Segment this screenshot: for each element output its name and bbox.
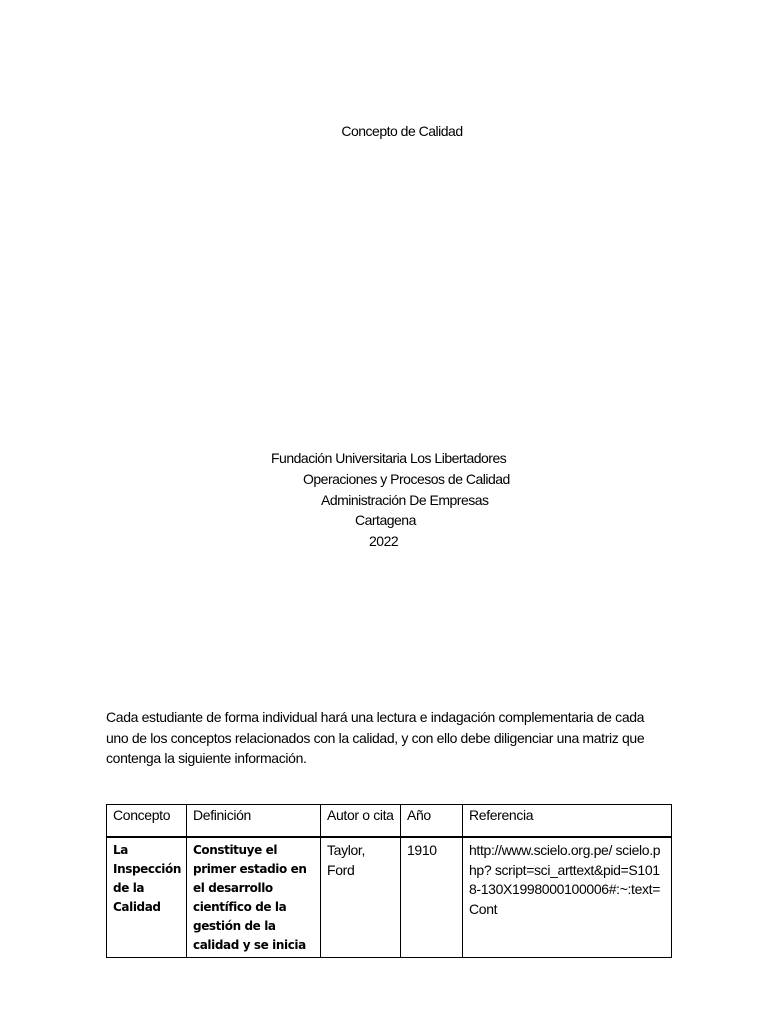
header-definicion: Definición [187, 805, 321, 838]
instructions-paragraph: Cada estudiante de forma individual hará una lectura e indagación complementaria de cada uno de los conceptos relacionados con la calidad, y con ello debe diligenciar una matriz que contenga la siguiente información. [106, 709, 645, 766]
course-name: Operaciones y Procesos de Calidad [303, 471, 510, 487]
header-autor: Autor o cita [321, 805, 401, 838]
cell-definicion: Constituye el primer estadio en el desarrollo científico de la gestión de la calidad y se inicia [187, 837, 321, 958]
header-concepto: Concepto [107, 805, 187, 838]
program-name: Administración De Empresas [321, 492, 489, 508]
cell-concepto: La Inspección de la Calidad [107, 837, 187, 958]
table-header-row [107, 805, 672, 838]
table-row [107, 837, 672, 958]
cell-anio: 1910 [401, 837, 463, 958]
document-title: Concepto de Calidad [341, 123, 463, 139]
institution-name: Fundación Universitaria Los Libertadores [271, 450, 507, 466]
cell-autor: Taylor, Ford [321, 837, 401, 958]
year-text: 2022 [369, 533, 399, 549]
city-name: Cartagena [355, 512, 416, 528]
header-referencia: Referencia [463, 805, 672, 838]
header-anio: Año [401, 805, 463, 838]
concepts-matrix-table [106, 804, 672, 958]
cell-referencia: http://www.scielo.org.pe/ scielo.php? script=sci_arttext&pid=S1018-130X1998000100006#:~:text=Cont [463, 837, 672, 958]
